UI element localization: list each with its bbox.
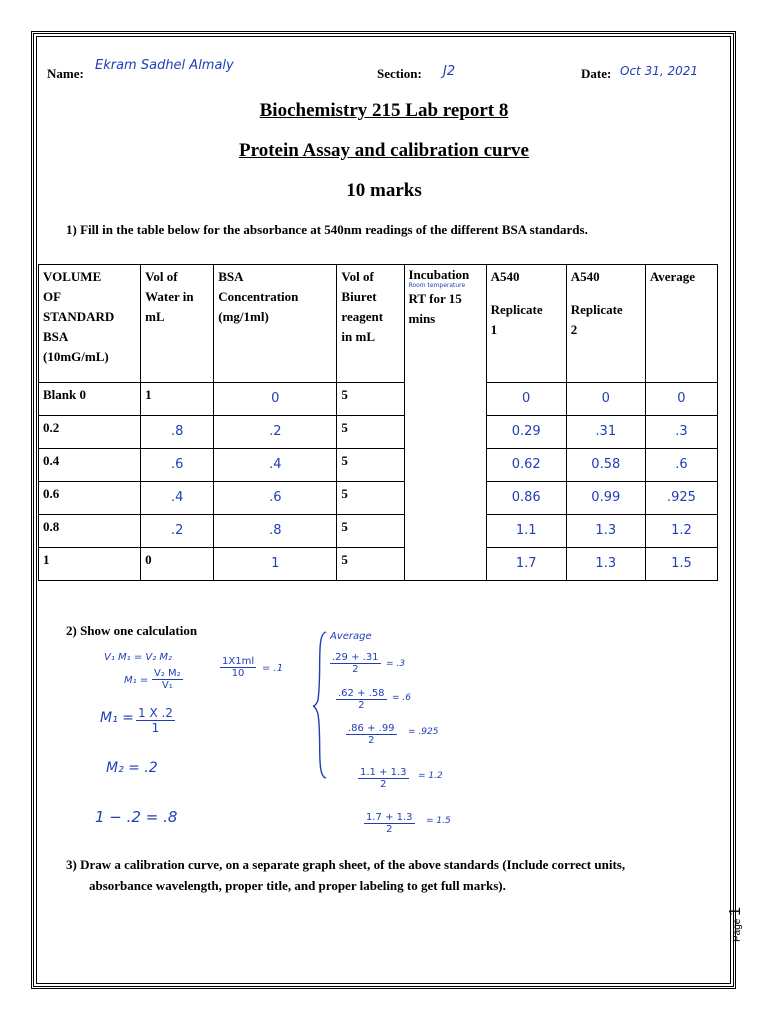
header-rep2: A540 Replicate 2 [566, 265, 645, 383]
bsa-standards-table [38, 264, 718, 581]
cell-average: .6 [645, 449, 717, 482]
calc-eq-4: M₂ = .2 [106, 760, 158, 776]
cell-std: 0.8 [39, 515, 141, 548]
average-fraction-5: $\frac{1.7 + 1.3}{2}$ [366, 812, 413, 835]
title-line-1: Biochemistry 215 Lab report 8 [259, 100, 509, 121]
cell-conc: 1 [214, 548, 337, 581]
cell-average: .925 [645, 482, 717, 515]
calc-eq-1: V₁ M₁ = V₂ M₂ [104, 652, 173, 663]
cell-biuret: 5 [337, 548, 404, 581]
cell-rep1: 0.29 [486, 416, 566, 449]
cell-rep2: 1.3 [566, 515, 645, 548]
curly-brace-icon [312, 630, 328, 780]
header-vol-water: Vol of Water in mL [141, 265, 214, 383]
table-row [39, 449, 718, 482]
cell-biuret: 5 [337, 449, 404, 482]
table-row [39, 383, 718, 416]
calc-eq-5: 1 − .2 = .8 [95, 808, 178, 826]
cell-water: 0 [141, 548, 214, 581]
cell-std: 0.4 [39, 449, 141, 482]
cell-rep2: 0.58 [566, 449, 645, 482]
table-row [39, 548, 718, 581]
cell-water: .4 [141, 482, 214, 515]
cell-std: 1 [39, 548, 141, 581]
question-1: 1) Fill in the table below for the absorbance at 540nm readings of the different BSA standards. [66, 222, 588, 237]
average-fraction-2: $\frac{.62 + .58}{2}$ [338, 688, 385, 711]
average-fraction-4: $\frac{1.1 + 1.3}{2}$ [360, 767, 407, 790]
cell-std: Blank 0 [39, 383, 141, 416]
cell-rep1: 0.86 [486, 482, 566, 515]
name-value: Ekram Sadhel Almaly [95, 58, 234, 73]
table-row [39, 515, 718, 548]
cell-water: .8 [141, 416, 214, 449]
cell-conc: .8 [214, 515, 337, 548]
calc-mid-fraction: $\frac{1X1ml}{10}$ [222, 656, 255, 679]
table-row [39, 416, 718, 449]
cell-biuret: 5 [337, 515, 404, 548]
cell-std: 0.6 [39, 482, 141, 515]
cell-rep1: 1.7 [486, 548, 566, 581]
calc-eq-2-lhs: M₁ = [124, 675, 149, 686]
section-value: J2 [443, 64, 456, 79]
date-label: Date: [581, 66, 612, 81]
question-3-line-1: 3) Draw a calibration curve, on a separate graph sheet, of the above standards (Include correct units, [66, 857, 626, 872]
header-bsa-conc: BSA Concentration (mg/1ml) [214, 265, 337, 383]
title-line-2: Protein Assay and calibration curve [239, 140, 529, 161]
cell-average: 1.2 [645, 515, 717, 548]
table-row [39, 482, 718, 515]
cell-rep1: 0.62 [486, 449, 566, 482]
page-number: 1 [727, 906, 744, 916]
cell-average: 1.5 [645, 548, 717, 581]
average-fraction-3: $\frac{.86 + .99}{2}$ [348, 723, 395, 746]
header-incubation: Incubation Room temperature RT for 15 mins [404, 265, 486, 581]
table-header-row [39, 265, 718, 383]
average-result-3: = .925 [408, 727, 439, 737]
cell-water: .2 [141, 515, 214, 548]
calc-eq-2-fraction: $\frac{\text{V₂ M₂}}{\text{V₁}}$ [154, 668, 181, 691]
average-result-2: = .6 [392, 693, 411, 703]
average-heading: Average [330, 631, 372, 642]
cell-rep1: 0 [486, 383, 566, 416]
cell-conc: 0 [214, 383, 337, 416]
cell-average: .3 [645, 416, 717, 449]
calc-mid-result: = .1 [262, 663, 284, 674]
average-result-1: = .3 [386, 659, 405, 669]
cell-conc: .6 [214, 482, 337, 515]
header-rep1: A540 Replicate 1 [486, 265, 566, 383]
average-result-4: = 1.2 [418, 771, 443, 781]
page-label: Page [732, 918, 743, 942]
average-fraction-1: $\frac{.29 + .31}{2}$ [332, 652, 379, 675]
date-value: Oct 31, 2021 [620, 64, 698, 78]
title-line-3: 10 marks [346, 180, 422, 201]
cell-rep1: 1.1 [486, 515, 566, 548]
question-3-line-2: absorbance wavelength, proper title, and proper labeling to get full marks). [89, 878, 506, 893]
cell-average: 0 [645, 383, 717, 416]
cell-biuret: 5 [337, 383, 404, 416]
cell-rep2: 1.3 [566, 548, 645, 581]
cell-rep2: 0.99 [566, 482, 645, 515]
cell-water: .6 [141, 449, 214, 482]
calc-eq-3-fraction: $\frac{1 X .2}{1}$ [138, 706, 173, 735]
header-vol-biuret: Vol of Biuret reagent in mL [337, 265, 404, 383]
cell-std: 0.2 [39, 416, 141, 449]
page-footer [727, 907, 745, 942]
cell-biuret: 5 [337, 416, 404, 449]
cell-conc: .2 [214, 416, 337, 449]
cell-rep2: .31 [566, 416, 645, 449]
section-label: Section: [377, 66, 422, 81]
question-2: 2) Show one calculation [66, 623, 198, 638]
cell-rep2: 0 [566, 383, 645, 416]
calc-eq-3-lhs: M₁ = [100, 710, 134, 726]
name-label: Name: [47, 66, 84, 81]
header-average: Average [645, 265, 717, 383]
incubation-note: Room temperature [408, 282, 466, 289]
cell-water: 1 [141, 383, 214, 416]
cell-biuret: 5 [337, 482, 404, 515]
average-result-5: = 1.5 [426, 816, 451, 826]
header-vol-std: VOLUME OF STANDARD BSA (10mG/mL) [39, 265, 141, 383]
cell-conc: .4 [214, 449, 337, 482]
